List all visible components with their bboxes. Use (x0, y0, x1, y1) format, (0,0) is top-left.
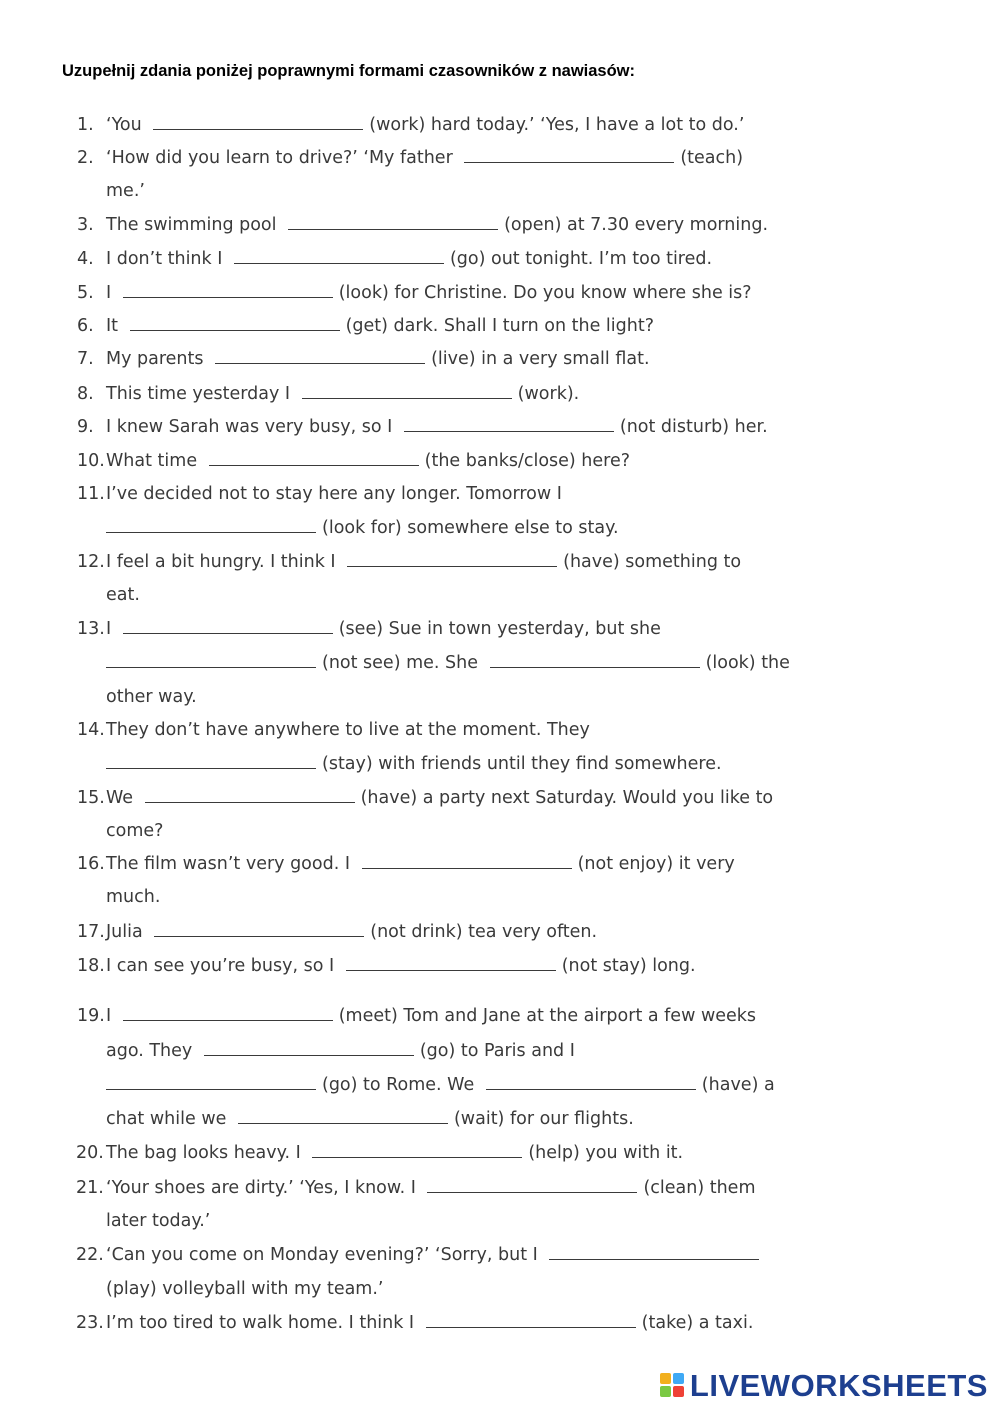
answer-blank[interactable] (346, 969, 556, 971)
item-13-line-2 (106, 652, 790, 674)
item-number: 5. (77, 283, 94, 303)
answer-blank[interactable] (106, 1088, 316, 1090)
answer-blank[interactable] (145, 801, 355, 803)
sentence-text: (teach) (680, 148, 744, 168)
item-23-line-1 (106, 1312, 753, 1334)
item-number: 4. (77, 249, 94, 269)
answer-blank[interactable] (347, 565, 557, 567)
item-13-line-3 (106, 686, 197, 708)
item-9-line-1 (106, 416, 768, 438)
sentence-text: (have) something to (563, 552, 742, 572)
item-number: 7. (77, 349, 94, 369)
item-8-line-1 (106, 383, 579, 405)
sentence-text: (meet) Tom and Jane at the airport a few weeks (338, 1006, 757, 1026)
liveworksheets-logo (660, 1368, 988, 1404)
answer-blank[interactable] (490, 666, 700, 668)
item-19-line-4 (106, 1108, 634, 1130)
sentence-text: ago. They (106, 1041, 198, 1061)
item-number: 8. (77, 384, 94, 404)
sentence-text: (stay) with friends until they find somewhere. (322, 754, 722, 774)
sentence-text: (live) in a very small flat. (431, 349, 650, 369)
sentence-text: (look for) somewhere else to stay. (322, 518, 619, 538)
sentence-text: (play) volleyball with my team.’ (106, 1279, 384, 1299)
sentence-text: I can see you’re busy, so I (106, 956, 340, 976)
sentence-text: ‘You (106, 115, 148, 135)
sentence-text: It (106, 316, 124, 336)
sentence-text: eat. (106, 585, 140, 605)
item-2-line-2 (106, 180, 145, 202)
answer-blank[interactable] (106, 666, 316, 668)
item-13-line-1 (106, 618, 661, 640)
item-15-line-1 (106, 787, 773, 809)
sentence-text: They don’t have anywhere to live at the moment. They (106, 720, 590, 740)
sentence-text: ‘Your shoes are dirty.’ ‘Yes, I know. I (106, 1178, 422, 1198)
answer-blank[interactable] (234, 262, 444, 264)
sentence-text: (open) at 7.30 every morning. (504, 215, 769, 235)
item-16-line-1 (106, 853, 735, 875)
sentence-text: (clean) them (643, 1178, 756, 1198)
sentence-text: (wait) for our flights. (453, 1109, 634, 1129)
item-number: 15. (77, 788, 105, 808)
sentence-text: chat while we (106, 1109, 232, 1129)
sentence-text: What time (106, 451, 203, 471)
logo-square-3 (660, 1386, 671, 1397)
item-number: 16. (77, 854, 105, 874)
item-19-line-1 (106, 1005, 756, 1027)
item-number: 22. (76, 1245, 104, 1265)
answer-blank[interactable] (549, 1258, 759, 1260)
item-19-line-2 (106, 1040, 575, 1062)
answer-blank[interactable] (123, 1019, 333, 1021)
answer-blank[interactable] (238, 1122, 448, 1124)
item-number: 19. (77, 1006, 105, 1026)
sentence-text: We (106, 788, 139, 808)
item-number: 3. (77, 215, 94, 235)
sentence-text: Julia (106, 922, 149, 942)
sentence-text: (get) dark. Shall I turn on the light? (345, 316, 654, 336)
item-5-line-1 (106, 282, 752, 304)
item-12-line-1 (106, 551, 741, 573)
item-number: 14. (77, 720, 105, 740)
answer-blank[interactable] (106, 767, 316, 769)
item-number: 12. (77, 552, 105, 572)
item-number: 23. (76, 1313, 104, 1333)
answer-blank[interactable] (204, 1054, 414, 1056)
answer-blank[interactable] (123, 296, 333, 298)
sentence-text: The swimming pool (106, 215, 283, 235)
item-number: 1. (77, 115, 94, 135)
logo-square-1 (660, 1373, 671, 1384)
liveworksheets-logo-icon (660, 1373, 686, 1399)
sentence-text: (not enjoy) it very (577, 854, 735, 874)
answer-blank[interactable] (215, 362, 425, 364)
item-14-line-2 (106, 753, 722, 775)
sentence-text: (look) for Christine. Do you know where she is? (338, 283, 752, 303)
answer-blank[interactable] (404, 430, 614, 432)
item-number: 21. (76, 1178, 104, 1198)
sentence-text: (not see) me. She (322, 653, 484, 673)
item-12-line-2 (106, 584, 140, 606)
sentence-text: (the banks/close) here? (424, 451, 631, 471)
logo-square-2 (673, 1373, 684, 1384)
sentence-text: I knew Sarah was very busy, so I (106, 417, 398, 437)
sentence-text: (work). (517, 384, 580, 404)
item-11-line-2 (106, 517, 619, 539)
item-number: 17. (77, 922, 105, 942)
sentence-text: come? (106, 821, 164, 841)
logo-square-4 (673, 1386, 684, 1397)
answer-blank[interactable] (288, 228, 498, 230)
item-11-line-1 (106, 483, 562, 505)
liveworksheets-logo-text: LIVEWORKSHEETS (689, 1368, 988, 1403)
item-10-line-1 (106, 450, 630, 472)
item-19-line-3 (106, 1074, 775, 1096)
sentence-text: (go) out tonight. I’m too tired. (449, 249, 713, 269)
item-number: 13. (77, 619, 105, 639)
worksheet-instructions: Uzupełnij zdania poniżej poprawnymi formami czasowników z nawiasów: (62, 62, 636, 80)
item-16-line-2 (106, 886, 160, 908)
item-20-line-1 (106, 1142, 683, 1164)
sentence-text: The bag looks heavy. I (106, 1143, 307, 1163)
sentence-text: much. (106, 887, 161, 907)
item-number: 11. (77, 484, 105, 504)
sentence-text: (have) a party next Saturday. Would you like to (360, 788, 774, 808)
sentence-text: I’ve decided not to stay here any longer. Tomorrow I (106, 484, 562, 504)
item-7-line-1 (106, 348, 650, 370)
answer-blank[interactable] (362, 867, 572, 869)
answer-blank[interactable] (302, 397, 512, 399)
answer-blank[interactable] (153, 128, 363, 130)
sentence-text: (go) to Paris and I (419, 1041, 575, 1061)
sentence-text: (go) to Rome. We (322, 1075, 480, 1095)
sentence-text: ‘How did you learn to drive?’ ‘My father (106, 148, 459, 168)
item-17-line-1 (106, 921, 597, 943)
item-21-line-1 (106, 1177, 756, 1199)
item-3-line-1 (106, 214, 768, 236)
item-1-line-1 (106, 114, 744, 136)
item-number: 9. (77, 417, 94, 437)
sentence-text: (work) hard today.’ ‘Yes, I have a lot to do.’ (369, 115, 745, 135)
sentence-text: I don’t think I (106, 249, 228, 269)
sentence-text: (have) a (701, 1075, 775, 1095)
item-22-line-2 (106, 1278, 383, 1300)
sentence-text: I’m too tired to walk home. I think I (106, 1313, 420, 1333)
item-18-line-1 (106, 955, 696, 977)
item-4-line-1 (106, 248, 712, 270)
sentence-text: My parents (106, 349, 210, 369)
item-number: 20. (76, 1143, 104, 1163)
answer-blank[interactable] (486, 1088, 696, 1090)
item-14-line-1 (106, 719, 590, 741)
answer-blank[interactable] (123, 632, 333, 634)
item-number: 6. (77, 316, 94, 336)
sentence-text: later today.’ (106, 1211, 211, 1231)
item-21-line-2 (106, 1210, 210, 1232)
item-6-line-1 (106, 315, 654, 337)
sentence-text: (not disturb) her. (619, 417, 768, 437)
sentence-text: (not drink) tea very often. (370, 922, 598, 942)
answer-blank[interactable] (209, 464, 419, 466)
item-15-line-2 (106, 820, 163, 842)
sentence-text: I (106, 1006, 117, 1026)
sentence-text: me.’ (106, 181, 145, 201)
item-2-line-1 (106, 147, 743, 169)
sentence-text: ‘Can you come on Monday evening?’ ‘Sorry, but I (106, 1245, 544, 1265)
item-number: 18. (77, 956, 105, 976)
sentence-text: other way. (106, 687, 197, 707)
item-number: 2. (77, 148, 94, 168)
sentence-text: The film wasn’t very good. I (106, 854, 356, 874)
sentence-text: This time yesterday I (106, 384, 296, 404)
answer-blank[interactable] (427, 1191, 637, 1193)
sentence-text: (not stay) long. (561, 956, 696, 976)
answer-blank[interactable] (426, 1326, 636, 1328)
sentence-text: I feel a bit hungry. I think I (106, 552, 342, 572)
sentence-text: (look) the (705, 653, 790, 673)
answer-blank[interactable] (464, 161, 674, 163)
item-number: 10. (77, 451, 105, 471)
sentence-text: I (106, 283, 117, 303)
sentence-text: (help) you with it. (528, 1143, 684, 1163)
item-22-line-1 (106, 1244, 765, 1266)
answer-blank[interactable] (154, 935, 364, 937)
sentence-text: (see) Sue in town yesterday, but she (338, 619, 661, 639)
sentence-text: I (106, 619, 117, 639)
answer-blank[interactable] (130, 329, 340, 331)
answer-blank[interactable] (312, 1156, 522, 1158)
sentence-text: (take) a taxi. (641, 1313, 754, 1333)
answer-blank[interactable] (106, 531, 316, 533)
